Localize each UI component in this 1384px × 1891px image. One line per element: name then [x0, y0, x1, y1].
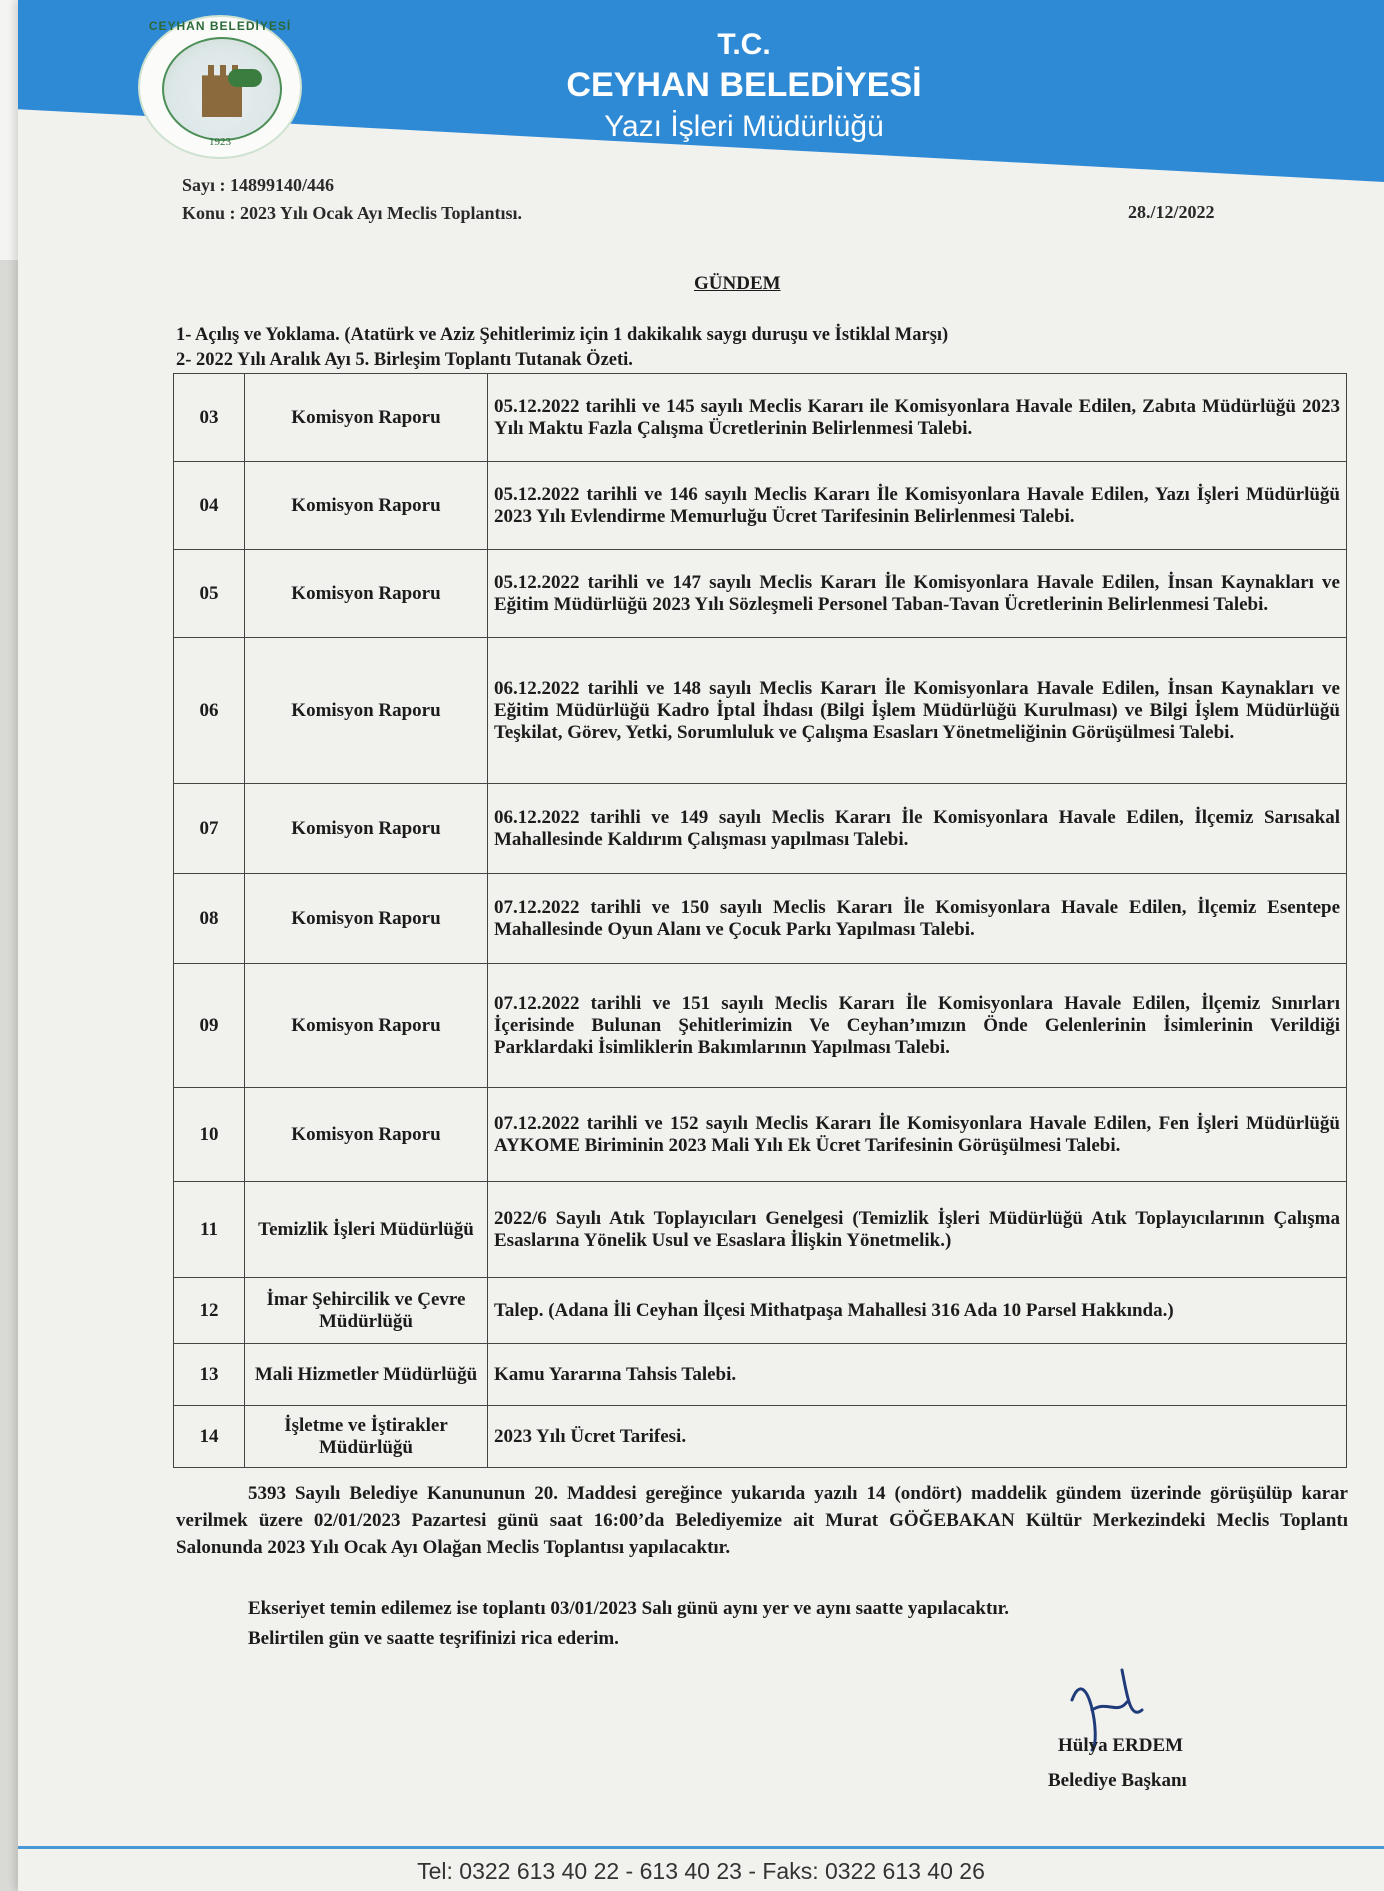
row-department: Komisyon Raporu	[245, 784, 488, 874]
header-municipality: CEYHAN BELEDİYESİ	[566, 66, 922, 104]
table-row	[174, 1182, 1347, 1278]
row-department: Komisyon Raporu	[245, 964, 488, 1088]
table-row	[174, 1278, 1347, 1344]
table-row	[174, 784, 1347, 874]
row-description: Talep. (Adana İli Ceyhan İlçesi Mithatpaşa Mahallesi 316 Ada 10 Parsel Hakkında.)	[488, 1278, 1347, 1344]
row-number: 12	[174, 1278, 245, 1344]
row-number: 08	[174, 874, 245, 964]
header-tc: T.C.	[717, 28, 771, 61]
row-number: 03	[174, 374, 245, 462]
signatory-title: Belediye Başkanı	[1048, 1770, 1187, 1791]
agenda-table	[173, 373, 1347, 1468]
table-row	[174, 874, 1347, 964]
row-number: 13	[174, 1344, 245, 1406]
subject-line: Konu : 2023 Yılı Ocak Ayı Meclis Toplantısı.	[182, 203, 523, 223]
row-department: Komisyon Raporu	[245, 638, 488, 784]
table-row	[174, 374, 1347, 462]
table-row	[174, 550, 1347, 638]
row-department: Komisyon Raporu	[245, 550, 488, 638]
header-department: Yazı İşleri Müdürlüğü	[604, 110, 884, 143]
row-department: İmar Şehircilik ve Çevre Müdürlüğü	[245, 1278, 488, 1344]
row-department: Temizlik İşleri Müdürlüğü	[245, 1182, 488, 1278]
row-description: 06.12.2022 tarihli ve 148 sayılı Meclis Kararı İle Komisyonlara Havale Edilen, İnsan Kaynakları ve Eğitim Müdürlüğü Kadro İptal İhdası (Bilgi İşlem Müdürlüğü Kurulması) ve Bilgi İşlem Müdürlüğü Teşkilat, Görev, Yetki, Sorumluluk ve Çalışma Esasları Yönetmeliğinin Görüşülmesi Talebi.	[488, 638, 1347, 784]
table-row	[174, 638, 1347, 784]
row-number: 14	[174, 1406, 245, 1468]
municipality-logo	[138, 15, 302, 159]
row-department: Komisyon Raporu	[245, 874, 488, 964]
row-number: 11	[174, 1182, 245, 1278]
row-description: 05.12.2022 tarihli ve 145 sayılı Meclis Kararı ile Komisyonlara Havale Edilen, Zabıta Müdürlüğü 2023 Yılı Maktu Fazla Çalışma Ücretlerinin Belirlenmesi Talebi.	[488, 374, 1347, 462]
signatory-name: Hülya ERDEM	[1058, 1735, 1184, 1756]
table-row	[174, 1406, 1347, 1468]
reference-number: Sayı : 14899140/446	[182, 175, 335, 195]
table-row	[174, 1088, 1347, 1182]
row-number: 07	[174, 784, 245, 874]
row-number: 04	[174, 462, 245, 550]
row-description: 2022/6 Sayılı Atık Toplayıcıları Genelgesi (Temizlik İşleri Müdürlüğü Atık Toplayıcılarının Çalışma Esaslarına Yönelik Usul ve Esaslara İlişkin Yönetmelik.)	[488, 1182, 1347, 1278]
agenda-item-1: 1- Açılış ve Yoklama. (Atatürk ve Aziz Şehitlerimiz için 1 dakikalık saygı duruşu ve İstiklal Marşı)	[176, 325, 949, 345]
footer-contact: Tel: 0322 613 40 22 - 613 40 23 - Faks: 0322 613 40 26	[417, 1858, 985, 1884]
tree-icon	[228, 69, 262, 87]
row-department: Mali Hizmetler Müdürlüğü	[245, 1344, 488, 1406]
document-date: 28./12/2022	[1128, 202, 1215, 222]
agenda-item-2: 2- 2022 Yılı Aralık Ayı 5. Birleşim Toplantı Tutanak Özeti.	[176, 350, 633, 370]
row-department: Komisyon Raporu	[245, 462, 488, 550]
row-description: 05.12.2022 tarihli ve 147 sayılı Meclis Kararı İle Komisyonlara Havale Edilen, İnsan Kaynakları ve Eğitim Müdürlüğü 2023 Yılı Sözleşmeli Personel Taban-Tavan Ücretlerinin Belirlenmesi Talebi.	[488, 550, 1347, 638]
document-page	[18, 0, 1384, 1891]
closing-paragraph: Belirtilen gün ve saatte teşrifinizi rica ederim.	[248, 1628, 619, 1649]
row-description: 05.12.2022 tarihli ve 146 sayılı Meclis Kararı İle Komisyonlara Havale Edilen, Yazı İşleri Müdürlüğü 2023 Yılı Evlendirme Memurluğu Ücret Tarifesinin Belirlenmesi Talebi.	[488, 462, 1347, 550]
logo-text: CEYHAN BELEDİYESİ	[148, 19, 292, 33]
table-row	[174, 462, 1347, 550]
row-description: 2023 Yılı Ücret Tarifesi.	[488, 1406, 1347, 1468]
logo-emblem	[162, 37, 282, 141]
row-department: Komisyon Raporu	[245, 374, 488, 462]
row-description: Kamu Yararına Tahsis Talebi.	[488, 1344, 1347, 1406]
table-row	[174, 964, 1347, 1088]
quorum-paragraph: Ekseriyet temin edilemez ise toplantı 03/01/2023 Salı günü aynı yer ve aynı saatte yapılacaktır.	[248, 1598, 1010, 1619]
footer-divider	[18, 1846, 1384, 1849]
row-number: 06	[174, 638, 245, 784]
row-number: 05	[174, 550, 245, 638]
row-department: Komisyon Raporu	[245, 1088, 488, 1182]
row-description: 06.12.2022 tarihli ve 149 sayılı Meclis Kararı İle Komisyonlara Havale Edilen, İlçemiz Sarısakal Mahallesinde Kaldırım Çalışması yapılması Talebi.	[488, 784, 1347, 874]
agenda-title: GÜNDEM	[694, 273, 781, 294]
row-number: 10	[174, 1088, 245, 1182]
row-department: İşletme ve İştirakler Müdürlüğü	[245, 1406, 488, 1468]
row-description: 07.12.2022 tarihli ve 151 sayılı Meclis Kararı İle Komisyonlara Havale Edilen, İlçemiz Sınırları İçerisinde Bulunan Şehitlerimizin Ve Ceyhan’ımızın Önde Gelenlerinin İsimlerinin Verildiği Parklardaki İsimliklerin Bakımlarının Yapılması Talebi.	[488, 964, 1347, 1088]
table-row	[174, 1344, 1347, 1406]
row-description: 07.12.2022 tarihli ve 152 sayılı Meclis Kararı İle Komisyonlara Havale Edilen, Fen İşleri Müdürlüğü AYKOME Biriminin 2023 Mali Yılı Ek Ücret Tarifesinin Görüşülmesi Talebi.	[488, 1088, 1347, 1182]
logo-year: 1923	[209, 136, 231, 148]
row-number: 09	[174, 964, 245, 1088]
row-description: 07.12.2022 tarihli ve 150 sayılı Meclis Kararı İle Komisyonlara Havale Edilen, İlçemiz Esentepe Mahallesinde Oyun Alanı ve Çocuk Parkı Yapılması Talebi.	[488, 874, 1347, 964]
meeting-notice-paragraph: 5393 Sayılı Belediye Kanununun 20. Maddesi gereğince yukarıda yazılı 14 (ondört) maddelik gündem üzerinde görüşülüp karar verilmek üzere 02/01/2023 Pazartesi günü saat 16:00’da Belediyemize ait Murat GÖĞEBAKAN Kültür Merkezindeki Meclis Toplantı Salonunda 2023 Yılı Ocak Ayı Olağan Meclis Toplantısı yapılacaktır.	[176, 1483, 1348, 1558]
